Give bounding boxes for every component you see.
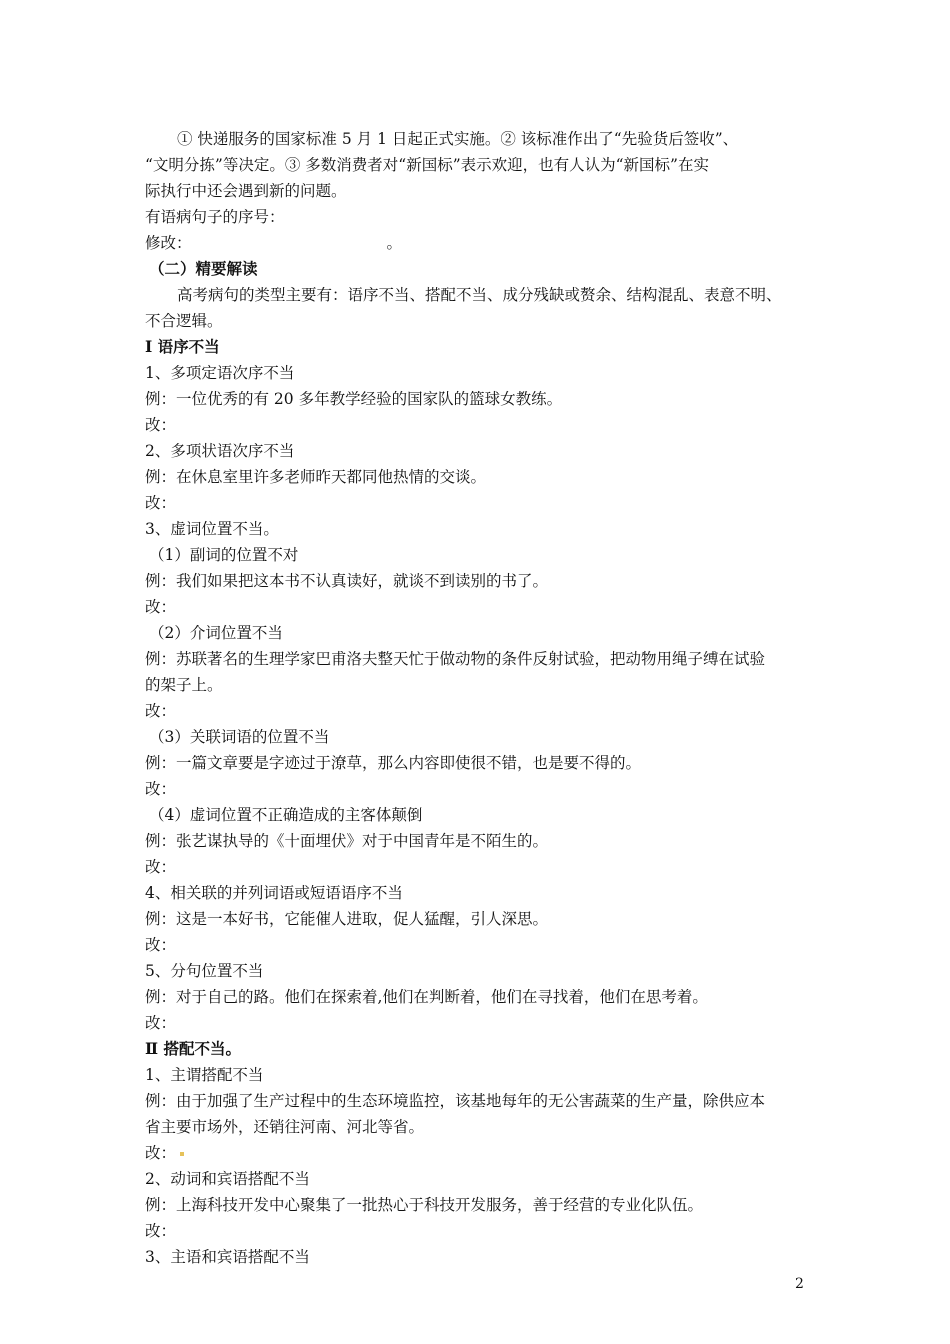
item-example: 例：我们如果把这本书不认真读好，就谈不到读别的书了。 xyxy=(145,572,549,590)
fix-line xyxy=(145,1140,813,1166)
fix-line xyxy=(145,230,813,256)
item-example: 例：对于自己的路。他们在探索着,他们在判断着，他们在寻找着，他们在思考着。 xyxy=(145,988,708,1006)
section-desc-line-1: 高考病句的类型主要有：语序不当、搭配不当、成分残缺或赘余、结构混乱、表意不明、 xyxy=(177,286,782,304)
subitem-title: （4）虚词位置不正确造成的主客体颠倒 xyxy=(149,806,423,824)
fix-prefix: 改： xyxy=(145,936,177,954)
intro-paragraph-line-1: ① 快递服务的国家标准 5 月 1 日起正式实施。② 该标准作出了“先验货后签收”、 xyxy=(177,130,739,148)
item-example: 例：张艺谋执导的《十面埋伏》对于中国青年是不陌生的。 xyxy=(145,832,549,850)
page-content xyxy=(145,126,813,1270)
subitem-title: （3）关联词语的位置不当 xyxy=(149,728,330,746)
fix-label: 修改： xyxy=(145,234,192,252)
fix-prefix: 改： xyxy=(145,1014,177,1032)
fix-prefix: 改： xyxy=(145,702,177,720)
item-title: 2、动词和宾语搭配不当 xyxy=(145,1170,310,1188)
item-example: 例：这是一本好书，它能催人进取，促人猛醒，引人深思。 xyxy=(145,910,549,928)
section-heading: （二）精要解读 xyxy=(149,259,258,278)
item-example-line-2: 省主要市场外，还销往河南、河北等省。 xyxy=(145,1118,425,1136)
part-heading-ii: Ⅱ 搭配不当。 xyxy=(145,1039,241,1058)
item-title: 3、虚词位置不当。 xyxy=(145,520,279,538)
fix-prefix: 改： xyxy=(145,416,177,434)
fix-prefix: 改： xyxy=(145,858,177,876)
highlight-mark xyxy=(180,1152,184,1156)
fix-prefix: 改： xyxy=(145,1222,177,1240)
item-example: 例：一篇文章要是字迹过于潦草，那么内容即使很不错，也是要不得的。 xyxy=(145,754,642,772)
section-desc-line-2: 不合逻辑。 xyxy=(145,312,223,330)
intro-paragraph-line-2: “文明分拣”等决定。③ 多数消费者对“新国标”表示欢迎，也有人认为“新国标”在实 xyxy=(145,156,709,174)
item-example-line-1: 例：苏联著名的生理学家巴甫洛夫整天忙于做动物的条件反射试验，把动物用绳子缚在试验 xyxy=(145,650,766,668)
item-example-line-1: 例：由于加强了生产过程中的生态环境监控，该基地每年的无公害蔬菜的生产量，除供应本 xyxy=(145,1092,766,1110)
item-example-line-2: 的架子上。 xyxy=(145,676,223,694)
subitem-title: （1）副词的位置不对 xyxy=(149,546,299,564)
intro-paragraph-line-3: 际执行中还会遇到新的问题。 xyxy=(145,182,347,200)
item-title: 1、主谓搭配不当 xyxy=(145,1066,264,1084)
fix-end: 。 xyxy=(386,234,403,252)
item-title: 5、分句位置不当 xyxy=(145,962,264,980)
page-number: 2 xyxy=(795,1276,804,1292)
fix-prefix: 改： xyxy=(145,780,177,798)
fix-prefix: 改： xyxy=(145,598,177,616)
item-title: 4、相关联的并列词语或短语语序不当 xyxy=(145,884,403,902)
item-example: 例：一位优秀的有 20 多年教学经验的国家队的篮球女教练。 xyxy=(145,390,563,408)
item-title: 2、多项状语次序不当 xyxy=(145,442,295,460)
question-label: 有语病句子的序号： xyxy=(145,208,285,226)
part-heading-i: Ⅰ 语序不当 xyxy=(145,337,220,356)
item-example: 例：在休息室里许多老师昨天都同他热情的交谈。 xyxy=(145,468,487,486)
item-title: 3、主语和宾语搭配不当 xyxy=(145,1248,310,1266)
item-example: 例：上海科技开发中心聚集了一批热心于科技开发服务，善于经营的专业化队伍。 xyxy=(145,1196,704,1214)
fix-prefix: 改： xyxy=(145,1144,177,1162)
item-title: 1、多项定语次序不当 xyxy=(145,364,295,382)
subitem-title: （2）介词位置不当 xyxy=(149,624,283,642)
fix-prefix: 改： xyxy=(145,494,177,512)
